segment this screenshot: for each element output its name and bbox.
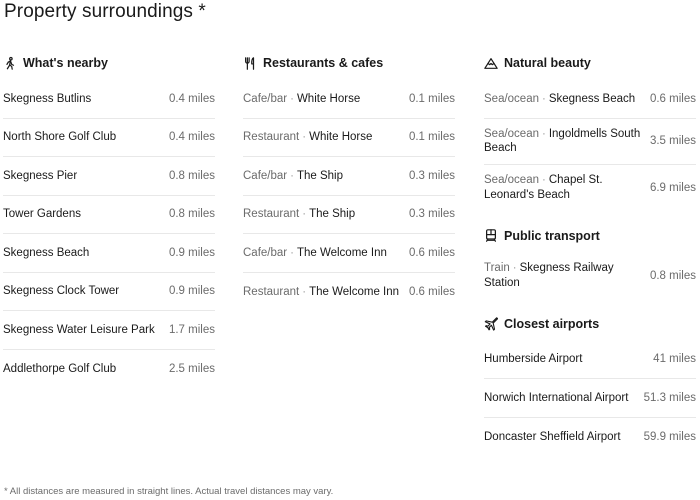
- place-category: Restaurant: [243, 208, 300, 220]
- transport-list: [484, 253, 696, 299]
- nearby-section: [3, 52, 215, 388]
- place-distance: 0.8 miles: [168, 208, 215, 221]
- place-category: Cafe/bar: [243, 246, 288, 259]
- natural-list: [484, 80, 696, 211]
- place-distance: 0.1 miles: [408, 92, 455, 105]
- list-item: [3, 196, 215, 235]
- cutlery-icon: [243, 55, 257, 71]
- list-item: Cafe/bar · White Horse 0.1 miles: [243, 80, 455, 119]
- mountain-icon: [484, 55, 498, 71]
- place-distance: 0.8 miles: [168, 169, 215, 182]
- place-name: White Horse: [296, 92, 361, 105]
- place-name: Skegness Beach: [548, 92, 636, 105]
- person-walking-icon: [3, 55, 17, 71]
- restaurants-section: [243, 52, 455, 311]
- place-name: Skegness Beach: [3, 246, 90, 259]
- place-distance: 3.5 miles: [649, 135, 696, 147]
- place-distance: 51.3 miles: [643, 391, 696, 404]
- list-item: [484, 341, 696, 380]
- place-name: White Horse: [309, 131, 373, 143]
- restaurants-header: [243, 52, 455, 74]
- train-icon: [484, 228, 498, 244]
- place-distance: 0.6 miles: [408, 246, 455, 259]
- list-item: [3, 350, 215, 389]
- list-item: Restaurant · The Welcome Inn 0.6 miles: [243, 285, 455, 298]
- place-distance: 0.4 miles: [168, 92, 215, 105]
- list-item: Sea/ocean · Chapel St. Leonard's Beach 6.9 miles: [484, 174, 696, 201]
- restaurants-title: Restaurants & cafes: [263, 56, 384, 70]
- place-distance: 0.8 miles: [649, 269, 696, 282]
- list-item: Restaurant · The Ship 0.3 miles: [243, 196, 455, 235]
- list-item: [3, 119, 215, 158]
- place-distance: 2.5 miles: [168, 362, 215, 375]
- place-category: Restaurant: [243, 285, 300, 298]
- place-distance: 41 miles: [653, 353, 696, 366]
- list-item: [3, 234, 215, 273]
- place-category: Sea/ocean: [484, 174, 539, 186]
- place-name: Addlethorpe Golf Club: [3, 362, 117, 375]
- place-distance: 0.3 miles: [408, 208, 455, 221]
- airports-header: [484, 313, 696, 335]
- place-category: Train: [484, 262, 510, 274]
- place-name: Skegness Pier: [3, 169, 78, 182]
- transport-title: Public transport: [504, 228, 600, 243]
- list-item: Restaurant · White Horse 0.1 miles: [243, 119, 455, 158]
- airports-section: [484, 313, 696, 457]
- natural-title: Natural beauty: [504, 56, 591, 70]
- place-category: Restaurant: [243, 131, 300, 143]
- place-category: Cafe/bar: [243, 169, 288, 182]
- transport-section: [484, 225, 696, 299]
- list-item: [3, 80, 215, 119]
- place-name: Norwich International Airport: [484, 391, 629, 404]
- place-name: Ingoldmells South Beach: [484, 127, 641, 154]
- place-distance: 59.9 miles: [643, 430, 696, 443]
- place-distance: 0.9 miles: [168, 285, 215, 298]
- nearby-header: [3, 52, 215, 74]
- page-title: Property surroundings *: [4, 1, 206, 22]
- place-distance: 0.9 miles: [168, 246, 215, 259]
- airports-list: [484, 341, 696, 457]
- natural-section: [484, 52, 696, 211]
- place-name: Skegness Clock Tower: [3, 285, 120, 297]
- place-distance: 0.6 miles: [649, 92, 696, 105]
- list-item: [484, 379, 696, 418]
- place-name: The Ship: [309, 208, 356, 220]
- place-name: The Welcome Inn: [296, 246, 387, 259]
- transport-header: [484, 225, 696, 247]
- place-name: The Ship: [296, 169, 343, 182]
- airplane-icon: [484, 316, 498, 332]
- place-distance: 6.9 miles: [649, 181, 696, 194]
- nearby-title: What's nearby: [23, 56, 108, 70]
- place-category: Sea/ocean: [484, 127, 539, 140]
- airports-title: Closest airports: [504, 316, 600, 331]
- place-name: Skegness Butlins: [3, 92, 92, 105]
- place-name: Chapel St. Leonard's Beach: [484, 174, 603, 201]
- place-name: North Shore Golf Club: [3, 131, 117, 143]
- place-distance: 1.7 miles: [168, 323, 215, 336]
- distance-footnote: * All distances are measured in straight lines. Actual travel distances may vary.: [4, 486, 334, 497]
- place-category: Cafe/bar: [243, 92, 288, 105]
- list-item: Cafe/bar · The Ship 0.3 miles: [243, 157, 455, 196]
- natural-header: [484, 52, 696, 74]
- place-name: Tower Gardens: [3, 208, 81, 220]
- list-item: Sea/ocean · Skegness Beach 0.6 miles: [484, 80, 696, 119]
- place-distance: 0.3 miles: [408, 169, 455, 182]
- list-item: [3, 311, 215, 350]
- place-distance: 0.1 miles: [408, 131, 455, 144]
- restaurants-list: [243, 80, 455, 311]
- place-name: Skegness Water Leisure Park: [3, 323, 155, 336]
- place-distance: 0.4 miles: [168, 131, 215, 144]
- list-item: Sea/ocean · Ingoldmells South Beach 3.5 miles: [484, 119, 696, 165]
- list-item: [3, 157, 215, 196]
- right-column: [484, 52, 696, 456]
- place-name: Skegness Railway Station: [484, 262, 614, 289]
- place-name: Doncaster Sheffield Airport: [484, 430, 621, 443]
- place-distance: 0.6 miles: [408, 285, 455, 298]
- nearby-list: [3, 80, 215, 388]
- place-category: Sea/ocean: [484, 92, 539, 105]
- place-name: The Welcome Inn: [309, 285, 400, 298]
- list-item: [3, 273, 215, 312]
- list-item: Train · Skegness Railway Station 0.8 miles: [484, 262, 696, 289]
- list-item: Cafe/bar · The Welcome Inn 0.6 miles: [243, 234, 455, 273]
- list-item: [484, 418, 696, 457]
- place-name: Humberside Airport: [484, 353, 583, 365]
